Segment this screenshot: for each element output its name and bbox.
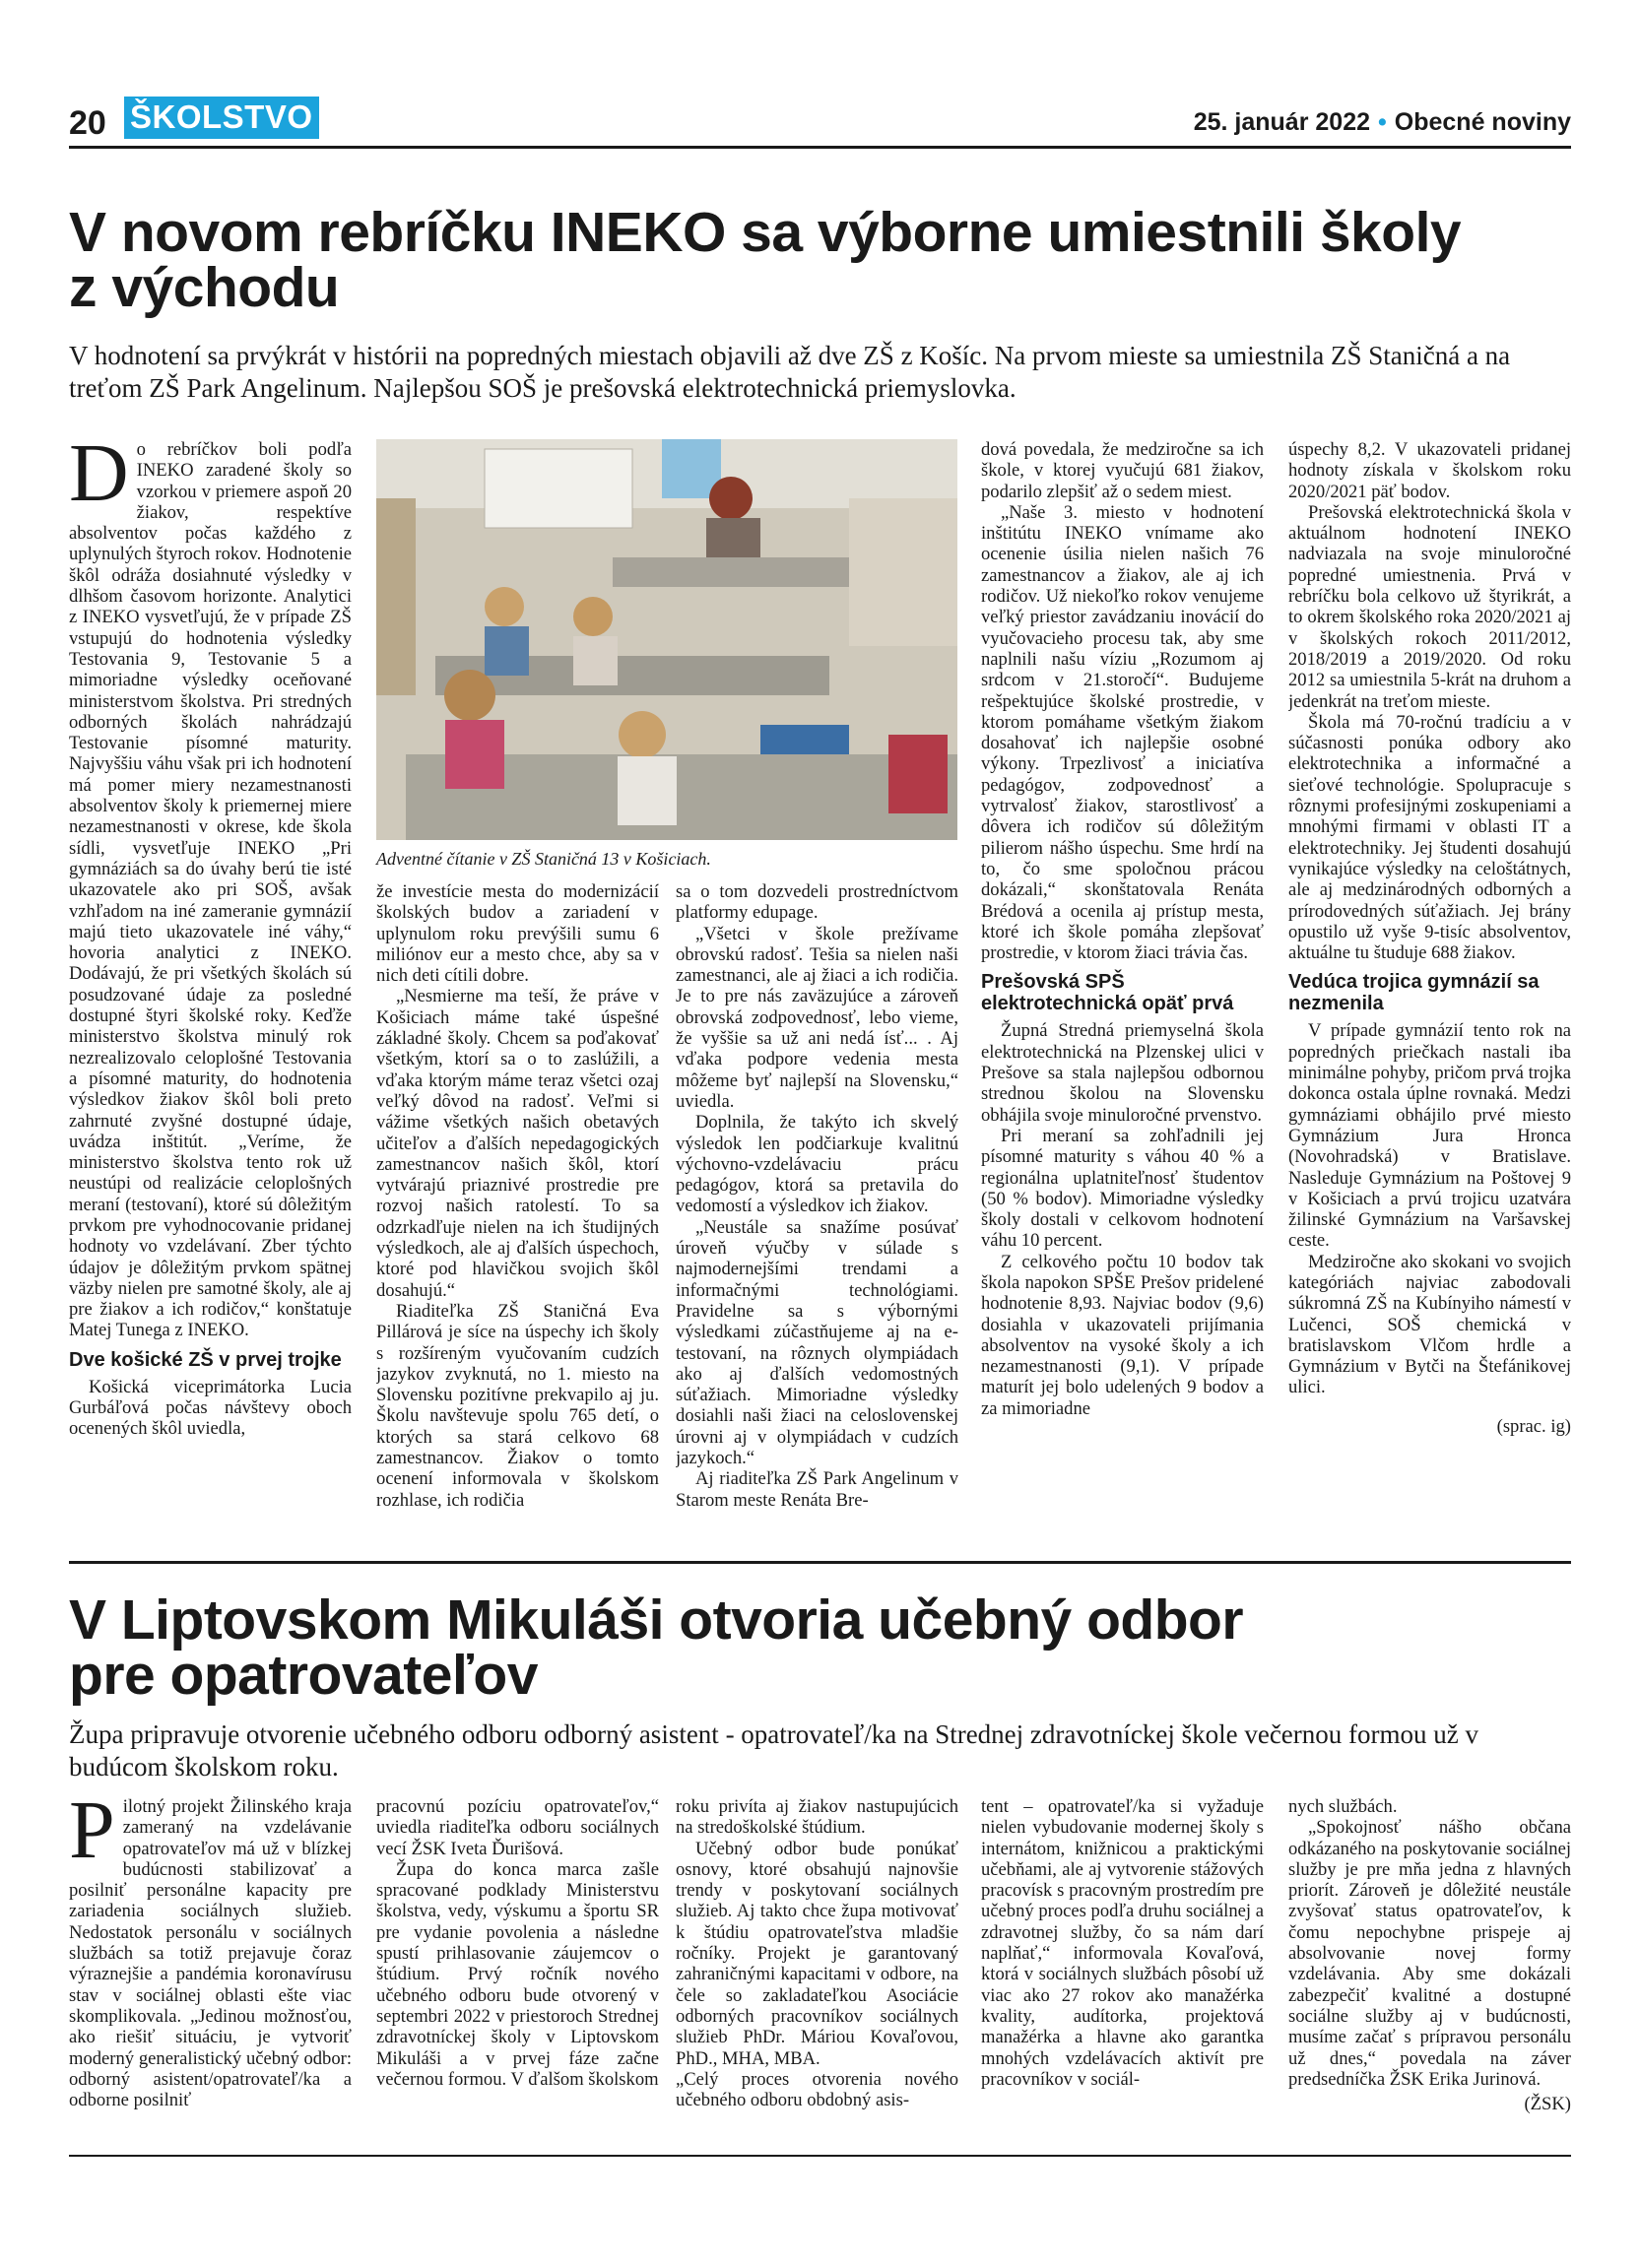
- page-number: 20: [69, 104, 106, 142]
- article1-col5-paragraph-1: úspechy 8,2. V ukazovateli pridanej hodnoty získala v školskom roku 2020/2021 päť bodov.: [1288, 439, 1571, 502]
- article1-headline: [69, 201, 1462, 319]
- article2-headline-line1: V Liptovskom Mikuláši otvoria učebný odbor: [69, 1588, 1244, 1652]
- article2-col5-paragraph-1: nych službách.: [1288, 1796, 1398, 1817]
- article2-column-2: [376, 1796, 659, 2146]
- page-header: [69, 97, 1571, 149]
- article1-col3-paragraph-3: Doplnila, že takýto ich skvelý výsledok len podčiarkuje kvalitnú výchovno-vzdelávaciu prácu pedagógov, ktorá sa pretavila do vedomostí a výsledkov ich žiakov.: [676, 1112, 958, 1217]
- article2-column-1: [69, 1796, 352, 2146]
- article1-subhead-3: Vedúca trojica gymnázií sa nezmenila: [1288, 971, 1540, 1015]
- separator-dot: •: [1378, 108, 1387, 136]
- article2-signature: (ŽSK): [1524, 2094, 1571, 2115]
- article1-col4-paragraph-3: Župná Stredná priemyselná škola elektrotechnická na Plzenskej ulici v Prešove sa stala najlepšou odbornou strednou školou na Slovensku obhájila svoje minuloročné prvenstvo.: [981, 1020, 1264, 1126]
- article1-signature: (sprac. ig): [1496, 1415, 1571, 1437]
- article1-col4-paragraph-4: Pri meraní sa zohľadnili jej písomné maturity s váhou 40 % a regionálna uplatniteľnosť študentov (50 % bodov). Mimoriadne výsledky školy dostali v celkovom hodnotení váhu 10 percent.: [981, 1125, 1264, 1252]
- article1-col5-paragraph-2: Prešovská elektrotechnická škola v aktuálnom hodnotení INEKO nadviazala na svoje minuloročné popredné umiestnenia. Prvá v rebríčku bola celkovo už štyrikrát, a to okrem školského roka 2020/2021 aj v školských rokoch 2011/2012, 2018/2019 a 2019/2020. Od roku 2012 sa umiestnila 5-krát na druhom a jedenkrát na treťom mieste.: [1288, 501, 1571, 712]
- article1-col1-text: o rebríčkov boli podľa INEKO zaradené školy so vzorkou v priemere aspoň 20 žiakov, respektíve absolventov počas každého z uplynulých štyroch rokov. Hodnotenie škôl odráža dosiahnuté výsledky v dlhšom časovom horizonte. Analytici z INEKO vysvetľujú, že v prípade ZŠ vstupujú do hodnotenia výsledky Testovania 9, Testovanie 5 a mimoriadne výsledky oceňované ministerstvom školstva. Pri stredných odborných školách nahrádzajú Testovanie písomné maturity. Najvyššiu váhu však pri ich hodnotení má pomer miery nezamestnanosti absolventov školy k priemernej miere nezamestnanosti v okrese, kde škola sídli, vysvetľuje INEKO „Pri gymnáziách sa do úvahy berú tie isté ukazovatele ako pri SOŠ, avšak vzhľadom na iné zameranie gymnázií majú tieto ukazovatele iné váhy,“ hovoria analytici z INEKO. Dodávajú, že pri všetkých školách sú posudzované údaje za posledné dostupné štyri školské roky. Keďže ministerstvo školstva minulý rok nezrealizovalo celoplošné Testovania a písomné maturity, do hodnotenia výsledkov žiakov škôl boli preto zahrnuté zvyšné dostupné údaje, uvádza inštitút. „Veríme, že ministerstvo školstva tento rok už neustúpi od realizácie celoplošných meraní (testovaní), ktoré sú dôležitým prvkom pre vyhodnocovanie pridanej hodnoty vo vzdelávaní. Zber týchto údajov je dôležitým prvkom spätnej väzby nielen pre samotné školy, ale aj pre žiakov a ich rodičov,“ konštatuje Matej Tunega z INEKO.: [69, 439, 352, 1341]
- article1-subhead-2: Prešovská SPŠ elektrotechnická opäť prvá: [981, 971, 1234, 1015]
- article2-headline-line2: pre opatrovateľov: [69, 1644, 538, 1707]
- article2-col3-paragraph-1: roku privíta aj žiakov nastupujúcich na stredoškolské štúdium.: [676, 1796, 958, 1839]
- article1-col2-paragraph-3: Riaditeľka ZŠ Staničná Eva Pillárová je síce na úspechy ich školy s rozšíreným vyučovaním cudzích jazykov zvyknutá, no 1. miesto na Slovensku pozitívne prekvapilo aj ju. Školu navštevuje spolu 765 detí, o ktorých sa stará celkovo 68 zamestnancov. Žiakov o tomto ocenení informovala v školskom rozhlase, ich rodičia: [376, 1300, 659, 1511]
- article2-column-5: [1288, 1796, 1571, 2146]
- article2-lead: Župa pripravuje otvorenie učebného odboru odborný asistent - opatrovateľ/ka na Strednej zdravotníckej škole večernou formou už v budúcom školskom roku.: [69, 1719, 1478, 1782]
- article2-col3-paragraph-2: Učebný odbor bude ponúkať osnovy, ktoré obsahujú najnovšie trendy v poskytovaní sociálnych služieb. Aj takto chce župa motivovať k štúdiu opatrovateľstva mladšie ročníky. Projekt je garantovaný zahraničnými kapacitami v odbore, na čele so zakladateľkou Asociácie odborných pracovníkov sociálnych služieb PhDr. Máriou Kovaľovou, PhD., MHA, MBA.: [676, 1838, 958, 2069]
- article2-col5-paragraph-2: „Spokojnosť nášho občana odkázaného na poskytovanie sociálnej služby je pre mňa jedna z hlavných priorít. Zároveň je dôležité neustále zvyšovať status opatrovateľov, k čomu nepochybne prispeje aj absolvovanie novej formy vzdelávania. Aby sme dokázali zabezpečiť kvalitné a dostupné sociálne služby aj v budúcnosti, musíme začať s prípravou personálu už dnes,“ povedala na záver predsedníčka ŽSK Erika Jurinová.: [1288, 1817, 1571, 2090]
- article1-col4-paragraph-1: dová povedala, že medziročne sa ich škole, v ktorej vyučujú 681 žiakov, podarilo zlepšiť až o sedem miest.: [981, 439, 1264, 502]
- issue-info: [1194, 108, 1571, 137]
- article1-col3-paragraph-1: sa o tom dozvedeli prostredníctvom platformy edupage.: [676, 881, 958, 924]
- article2-column-4: [981, 1796, 1264, 2146]
- article1-column-2: [376, 881, 659, 1541]
- article1-col5-paragraph-3: Škola má 70-ročnú tradíciu a v súčasnosti ponúka odbory ako elektrotechnika a informačné a sieťové technológie. Spolupracuje s rôznymi profesijnými zoskupeniami a mnohými firmami v oblasti IT a elektrotechniky. Jej študenti dosahujú vynikajúce výsledky na celoštátnych, ale aj medzinárodných odborných a prírodovedných súťažiach. Jej brány opustilo už vyše 9-tisíc absolventov, aktuálne tu študuje 688 žiakov.: [1288, 711, 1571, 964]
- article1-col2-paragraph-2: „Nesmierne ma teší, že práve v Košiciach máme také úspešné základné školy. Chcem sa poďakovať všetkým, ktorí sa o to zaslúžili, a vďaka ktorým máme teraz všetci ozaj veľký dôvod na radosť. Veľmi si vážime všetkých našich obetavých učiteľov a ďalších nepedagogických zamestnancov našich škôl, ktorí vytvárajú priaznivé prostredie pre rozvoj našich ratolestí. To sa odzrkadľuje nielen na ich študijných výsledkoch, ale aj ďalších úspechoch, ktoré pod hlavičkou svojich škôl dosahujú.“: [376, 986, 659, 1301]
- article2-col2-paragraph-1: pracovnú pozíciu opatrovateľov,“ uviedla riaditeľka odboru sociálnych vecí ŽSK Iveta Ďurišová.: [376, 1796, 659, 1859]
- article1-col3-paragraph-5: Aj riaditeľka ZŠ Park Angelinum v Starom meste Renáta Bre-: [676, 1468, 958, 1511]
- article1-col5-paragraph-5: Medziročne ako skokani vo svojich kategóriách najviac zabodovali súkromná ZŠ na Kubínyiho námestí v Lučenci, SOŠ chemická v bratislavskom Vlčom hrdle a Gymnázium v Bytči na Štefánikovej ulici.: [1288, 1251, 1571, 1398]
- article1-col4-paragraph-2: „Naše 3. miesto v hodnotení inštitútu INEKO vnímame ako ocenenie úsilia nielen našich 76 zamestnancov a žiakov, ale aj ich rodičov. Už niekoľko rokov venujeme veľký priestor zavádzaniu inovácií do vyučovacieho procesu tak, aby sme naplnili našu víziu „Rozumom aj srdcom v 21.storočí“. Budujeme rešpektujúce školské prostredie, v ktorom pomáhame všetkým žiakom dosahovať ich najlepšie osobné výkony. Trpezlivosť a iniciatíva pedagógov, zodpovednosť a vytrvalosť žiakov, starostlivosť a dôvera ich rodičov sú dôležitým pilierom nášho úspechu. Sme hrdí na to, čo sme spoločnou prácou dokázali,“ skonštatovala Renáta Brédová a ocenila aj prístup mesta, ktoré ich škole pomáha zlepšovať prostredie, v ktorom žiaci trávia čas.: [981, 501, 1264, 964]
- article1-dropcap: D: [69, 439, 129, 519]
- article1-col1-paragraph-2: Košická viceprimátorka Lucia Gurbáľová počas návštevy oboch ocenených škôl uviedla,: [69, 1376, 352, 1440]
- publication-name: Obecné noviny: [1394, 108, 1571, 136]
- article2-headline: [69, 1588, 1244, 1707]
- article1-column-4: [981, 439, 1264, 1540]
- article2-col4-paragraph-1: tent – opatrovateľ/ka si vyžaduje nielen vybudovanie modernej školy s internátom, knižnicou a praktickými učebňami, ale aj vytvorenie stážových pracovísk s pracovným prostredím pre učebný proces podľa druhu sociálnej a zdravotnej služby, čo sa nám darí naplňať,“ informovala Kovaľová, ktorá v sociálnych službách pôsobí už viac ako 27 rokov ako manažérka kvality, audítorka, projektová manažérka a hlavne ako garantka mnohých vzdelávacích aktivít pre pracovníkov v sociál-: [981, 1796, 1264, 2090]
- article2-col1-text: ilotný projekt Žilinského kraja zameraný na vzdelávanie opatrovateľov má už v blízkej budúcnosti stabilizovať a posilniť personálne kapacity pre zariadenia sociálnych služieb. Nedostatok personálu v sociálnych službách sa totiž prejavuje čoraz výraznejšie a pandémia koronavírusu stav v sociálnej oblasti ešte viac skomplikovala. „Jedinou možnosťou, ako riešiť situáciu, je vytvoriť moderný generalistický učebný odbor: odborný asistent/opatrovateľ/ka a odborne posilniť: [69, 1796, 352, 2111]
- article1-lead: V hodnotení sa prvýkrát v histórii na popredných miestach objavili až dve ZŠ z Košíc. Na prvom mieste sa umiestnila ZŠ Staničná a na treťom ZŠ Park Angelinum. Najlepšou SOŠ je prešovská elektrotechnická priemyslovka.: [69, 341, 1511, 403]
- article1-headline-line1: V novom rebríčku INEKO sa výborne umiestnili školy: [69, 201, 1462, 264]
- section-label: ŠKOLSTVO: [124, 97, 319, 139]
- article1-col3-paragraph-4: „Neustále sa snažíme posúvať úroveň výučby v súlade s najmodernejšími trendami a informačnými technológiami. Pravidelne sa s výbornými výsledkami zúčastňujeme aj na e-testovaní, na rôznych olympiádach ako aj ďalších vedomostných súťažiach. Mimoriadne výsledky dosiahli naši žiaci na celoslovenskej úrovni aj v olympiádach v cudzích jazykoch.“: [676, 1216, 958, 1469]
- article-divider: [69, 1561, 1571, 1564]
- article1-col1-paragraph: [69, 439, 352, 1341]
- article2-dropcap: P: [69, 1796, 115, 1876]
- article1-column-5: [1288, 439, 1571, 1540]
- article2-col2-paragraph-2: Župa do konca marca zašle spracované podklady Ministerstvu školstva, vedy, výskumu a športu SR pre vydanie povolenia a následne spustí prihlasovanie záujemcov o štúdium. Prvý ročník nového učebného odboru bude otvorený v septembri 2022 v priestoroch Strednej zdravotníckej školy v Liptovskom Mikuláši a v prvej fáze začne večernou formou. V ďalšom školskom: [376, 1858, 659, 2090]
- issue-date: 25. január 2022: [1193, 108, 1371, 136]
- article1-col3-paragraph-2: „Všetci v škole prežívame obrovskú radosť. Tešia sa nielen naši zamestnanci, ale aj žiaci a ich rodičia. Je to pre nás zaväzujúce a zároveň obrovská zodpovednosť, lebo vieme, že vyššie sa už ani nedá ísť... . Aj vďaka podpore vedenia mesta môžeme byť najlepší na Slovensku,“ uviedla.: [676, 923, 958, 1112]
- article1-column-1: [69, 439, 352, 1540]
- article2-column-3: [676, 1796, 958, 2146]
- article1-column-3: [676, 881, 958, 1541]
- page-bottom-rule: [69, 2155, 1571, 2157]
- article1-col2-paragraph-1: že investície mesta do modernizácií školských budov a zariadení v uplynulom roku prevýšili sumu 6 miliónov eur a mesto chce, aby sa v nich deti cítili dobre.: [376, 881, 659, 987]
- article2-col1-paragraph: [69, 1796, 352, 2110]
- article1-subhead-1: Dve košické ZŠ v prvej trojke: [69, 1348, 342, 1371]
- classroom-photo: [376, 439, 957, 840]
- article1-col5-paragraph-4: V prípade gymnázií tento rok na popredných priečkach nastali iba minimálne pohyby, pričom prvá trojka dokonca ostala úplne rovnaká. Medzi gymnáziami obhájilo prvé miesto Gymnázium Jura Hronca (Novohradská) v Bratislave. Nasleduje Gymnázium na Poštovej 9 v Košiciach a prvú trojicu uzatvára žilinské Gymnázium na Varšavskej ceste.: [1288, 1020, 1571, 1252]
- article1-headline-line2: z východu: [69, 256, 340, 319]
- article1-col4-paragraph-5: Z celkového počtu 10 bodov tak škola napokon SPŠE Prešov pridelené hodnotenie 8,93. Najviac bodov (9,6) dosiahla v ukazovateli prijímania absolventov na vysoké školy a ich nezamestnanosti (9,1). V prípade maturít jej bolo udelených 9 bodov a za mimoriadne: [981, 1251, 1264, 1419]
- photo-caption: Adventné čítanie v ZŠ Staničná 13 v Košiciach.: [376, 849, 711, 869]
- article2-col3-paragraph-3: „Celý proces otvorenia nového učebného odboru obdobný asis-: [676, 2068, 958, 2111]
